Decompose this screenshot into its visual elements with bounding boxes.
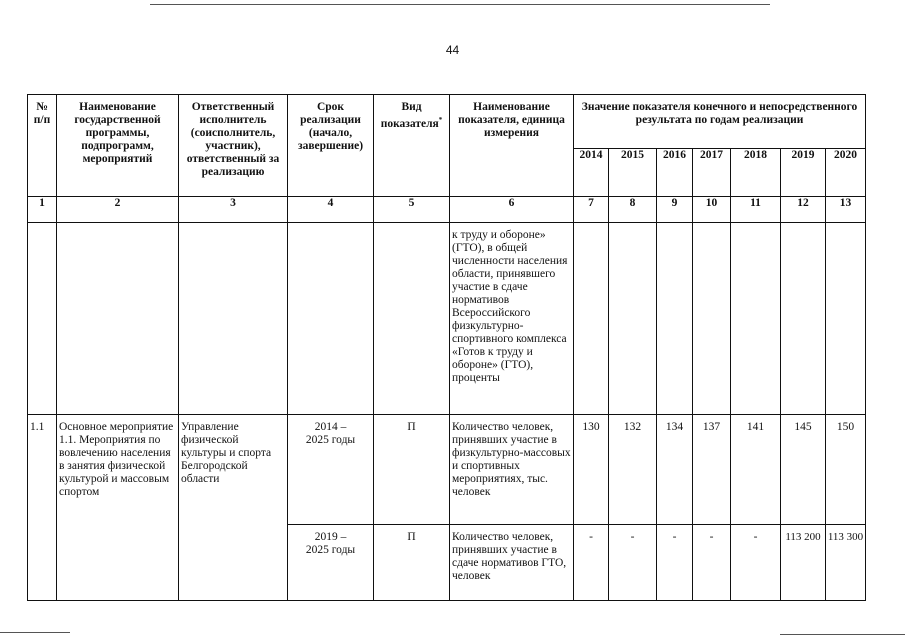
row-indicator: Количество человек, принявших участие в сдаче нормативов ГТО, человек xyxy=(450,525,574,601)
year-2014: 2014 xyxy=(574,149,609,197)
value-2016: - xyxy=(657,525,693,601)
header-program-name: Наименование государственной программы, подпрограмм, мероприятий xyxy=(57,95,179,197)
header-executor: Ответственный исполнитель (соисполнитель, участник), ответственный за реализацию xyxy=(179,95,288,197)
value-2015: - xyxy=(609,525,657,601)
row-num: 1.1 xyxy=(28,415,57,601)
row-term: 2019 – 2025 годы xyxy=(288,525,374,601)
scan-bottom-line-left xyxy=(0,632,70,633)
year-2015: 2015 xyxy=(609,149,657,197)
value-2018: - xyxy=(731,525,781,601)
year-2020: 2020 xyxy=(826,149,866,197)
header-indicator: Наименование показателя, единица измерения xyxy=(450,95,574,197)
year-2016: 2016 xyxy=(657,149,693,197)
col-number-2: 2 xyxy=(57,197,179,223)
header-kind-footnote-mark: * xyxy=(438,116,443,124)
scan-top-line xyxy=(150,4,770,5)
col-number-8: 8 xyxy=(609,197,657,223)
value-2014: 130 xyxy=(574,415,609,525)
year-2018: 2018 xyxy=(731,149,781,197)
col-number-5: 5 xyxy=(374,197,450,223)
continued-indicator-text: к труду и обороне» (ГТО), в общей численности населения области, принявшего участие в сдаче нормативов Всероссийского физкультурно-спортивного комплекса «Готов к труду и обороне» (ГТО), проценты xyxy=(450,223,574,415)
col-number-7: 7 xyxy=(574,197,609,223)
header-term: Срок реализации (начало, завершение) xyxy=(288,95,374,197)
year-2017: 2017 xyxy=(693,149,731,197)
value-2014: - xyxy=(574,525,609,601)
value-2019: 145 xyxy=(781,415,826,525)
header-kind xyxy=(374,95,450,197)
col-number-12: 12 xyxy=(781,197,826,223)
col-number-6: 6 xyxy=(450,197,574,223)
value-2020: 113 300 xyxy=(826,525,866,601)
col-number-9: 9 xyxy=(657,197,693,223)
table-row-continued xyxy=(28,223,866,415)
program-indicators-table xyxy=(27,94,866,601)
value-2017: - xyxy=(693,525,731,601)
row-kind: П xyxy=(374,525,450,601)
scan-bottom-line-right xyxy=(780,634,905,635)
value-2018: 141 xyxy=(731,415,781,525)
value-2019: 113 200 xyxy=(781,525,826,601)
col-number-11: 11 xyxy=(731,197,781,223)
row-indicator: Количество человек, принявших участие в физкультурно-массовых и спортивных мероприятиях, тыс. человек xyxy=(450,415,574,525)
col-number-3: 3 xyxy=(179,197,288,223)
row-term: 2014 – 2025 годы xyxy=(288,415,374,525)
col-number-1: 1 xyxy=(28,197,57,223)
table-row-1-1-a xyxy=(28,415,866,525)
value-2016: 134 xyxy=(657,415,693,525)
page-number: 44 xyxy=(445,43,460,57)
header-values-group: Значение показателя конечного и непосредственного результата по годам реализации xyxy=(574,95,866,149)
value-2020: 150 xyxy=(826,415,866,525)
header-kind-label: Вид показателя xyxy=(380,101,439,130)
row-program-name: Основное мероприятие 1.1. Мероприятия по вовлечению населения в занятия физической культурой и массовым спортом xyxy=(57,415,179,601)
row-executor: Управление физической культуры и спорта Белгородской области xyxy=(179,415,288,601)
year-2019: 2019 xyxy=(781,149,826,197)
value-2015: 132 xyxy=(609,415,657,525)
row-kind: П xyxy=(374,415,450,525)
col-number-4: 4 xyxy=(288,197,374,223)
col-number-10: 10 xyxy=(693,197,731,223)
value-2017: 137 xyxy=(693,415,731,525)
col-number-13: 13 xyxy=(826,197,866,223)
header-num: № п/п xyxy=(28,95,57,197)
